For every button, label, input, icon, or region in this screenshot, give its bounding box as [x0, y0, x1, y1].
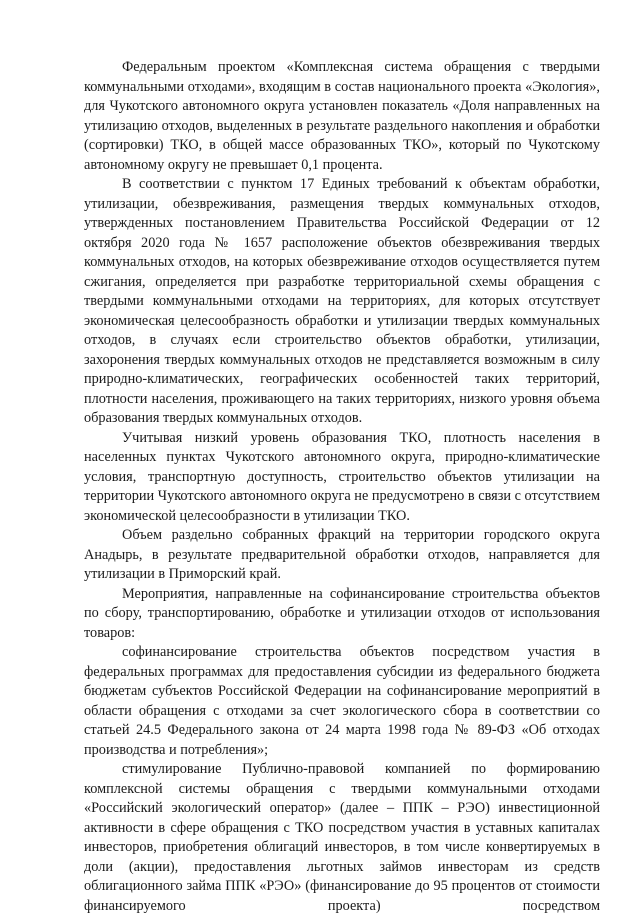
paragraph-cofinancing: софинансирование строительства объектов посредством участия в федеральных программах для предоставления субсидии из федерального бюджета бюджетам субъектов Российской Федерации на софинансирование мероприятий в области обращения с отходами за счет экологического сбора в соответствии со статьей 24.5 Федерального закона от 24 марта 1998 года № 89-ФЗ «Об отходах производства и потребления»;: [84, 644, 600, 758]
paragraph-low-waste-level: Учитывая низкий уровень образования ТКО, плотность населения в населенных пунктах Чукотского автономного округа, природно-климатические условия, транспортную доступность, строительство объектов утилизации на территории Чукотского автономного округа не предусмотрено в связи с отсутствием экономической целесообразности в утилизации ТКО.: [84, 429, 600, 524]
paragraph-federal-project: Федеральным проектом «Комплексная система обращения с твердыми коммунальными отходами», входящим в состав национального проекта «Экология», для Чукотского автономного округа установлен показатель «Доля направленных на утилизацию отходов, выделенных в результате раздельного накопления и обработки (сортировки) ТКО, в общей массе образованных ТКО», который по Чукотскому автономному округу не превышает 0,1 процента.: [84, 59, 600, 173]
paragraph-stimulation: стимулирование Публично-правовой компанией по формированию комплексной системы обращения с твердыми коммунальными отходами «Российский экологический оператор» (далее – ППК – РЭО) инвестиционной активности в сфере обращения с ТКО посредством участия в уставных капиталах инвесторов, приобретения облигаций инвесторов, в том числе конвертируемых в доли (акции), предоставления льготных займов инвесторам из средств облигационного займа ППК «РЭО» (финансирование до 95 процентов от стоимости финансируемого проекта) посредством: [84, 761, 600, 914]
document-body: [84, 58, 600, 916]
paragraph-unified-requirements: В соответствии с пунктом 17 Единых требований к объектам обработки, утилизации, обезвреживания, размещения твердых коммунальных отходов, утвержденных постановлением Правительства Российской Федерации от 12 октября 2020 года № 1657 расположение объектов обезвреживания твердых коммунальных отходов, на которых обезвреживание отходов осуществляется путем сжигания, определяется при разработке территориальной схемы обращения с твердыми коммунальными отходами на территориях, для которых отсутствует экономическая целесообразность обработки и утилизации твердых коммунальных отходов, в случаях если строительство объектов обработки, утилизации, захоронения твердых коммунальных отходов не представляется возможным в силу природно-климатических, географических особенностей таких территорий, плотности населения, проживающего на таких территориях, низкого уровня объема образования твердых коммунальных отходов.: [84, 176, 600, 426]
paragraph-separate-collection: Объем раздельно собранных фракций на территории городского округа Анадырь, в результате предварительной обработки отходов, направляется для утилизации в Приморский край.: [84, 527, 600, 582]
paragraph-measures-intro: Мероприятия, направленные на софинансирование строительства объектов по сбору, транспортированию, обработке и утилизации отходов от использования товаров:: [84, 585, 600, 641]
